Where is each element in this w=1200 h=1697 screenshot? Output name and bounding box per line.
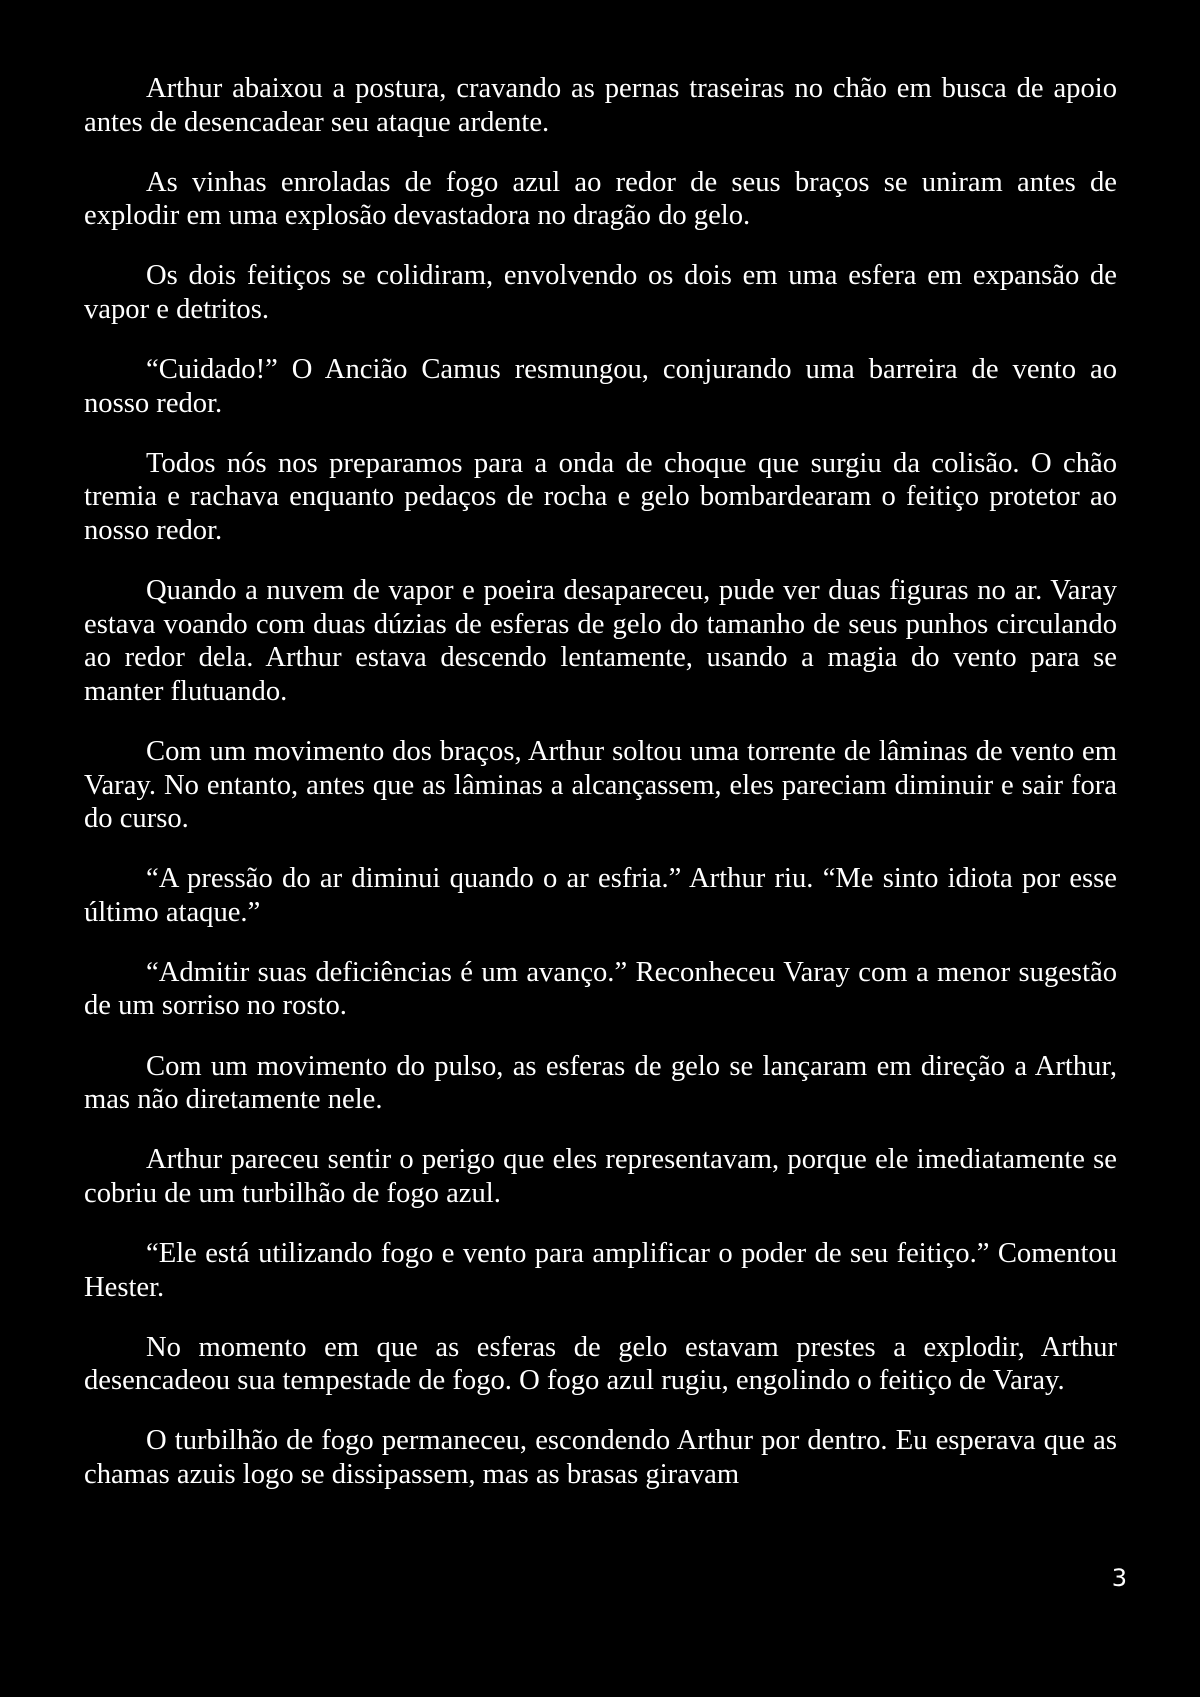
paragraph: “Ele está utilizando fogo e vento para amplificar o poder de seu feitiço.” Comentou Hester. [84, 1237, 1117, 1303]
paragraph: Todos nós nos preparamos para a onda de choque que surgiu da colisão. O chão tremia e rachava enquanto pedaços de rocha e gelo bombardearam o feitiço protetor ao nosso redor. [84, 447, 1117, 546]
paragraph: Os dois feitiços se colidiram, envolvendo os dois em uma esfera em expansão de vapor e detritos. [84, 260, 1117, 325]
page-body [84, 72, 1117, 1518]
paragraph: Arthur pareceu sentir o perigo que eles representavam, porque ele imediatamente se cobriu de um turbilhão de fogo azul. [84, 1144, 1117, 1209]
paragraph: Com um movimento dos braços, Arthur soltou uma torrente de lâminas de vento em Varay. No entanto, antes que as lâminas a alcançassem, eles pareciam diminuir e sair fora do curso. [84, 735, 1117, 835]
paragraph: O turbilhão de fogo permaneceu, escondendo Arthur por dentro. Eu esperava que as chamas azuis logo se dissipassem, mas as brasas giravam [84, 1425, 1117, 1490]
paragraph: As vinhas enroladas de fogo azul ao redor de seus braços se uniram antes de explodir em uma explosão devastadora no dragão do gelo. [84, 166, 1117, 232]
paragraph: Arthur abaixou a postura, cravando as pernas traseiras no chão em busca de apoio antes de desencadear seu ataque ardente. [84, 73, 1117, 138]
paragraph: “Admitir suas deficiências é um avanço.” Reconheceu Varay com a menor sugestão de um sorriso no rosto. [84, 956, 1117, 1022]
paragraph: Com um movimento do pulso, as esferas de gelo se lançaram em direção a Arthur, mas não diretamente nele. [84, 1050, 1117, 1116]
paragraph: No momento em que as esferas de gelo estavam prestes a explodir, Arthur desencadeou sua tempestade de fogo. O fogo azul rugiu, engolindo o feitiço de Varay. [84, 1331, 1117, 1397]
paragraph: Quando a nuvem de vapor e poeira desapareceu, pude ver duas figuras no ar. Varay estava voando com duas dúzias de esferas de gelo do tamanho de seus punhos circulando ao redor dela. Arthur estava descendo lentamente, usando a magia do vento para se manter flutuando. [84, 575, 1117, 707]
paragraph: “Cuidado!” O Ancião Camus resmungou, conjurando uma barreira de vento ao nosso redor. [84, 354, 1117, 419]
page-number: 3 [1111, 1564, 1127, 1592]
paragraph: “A pressão do ar diminui quando o ar esfria.” Arthur riu. “Me sinto idiota por esse último ataque.” [84, 863, 1117, 928]
